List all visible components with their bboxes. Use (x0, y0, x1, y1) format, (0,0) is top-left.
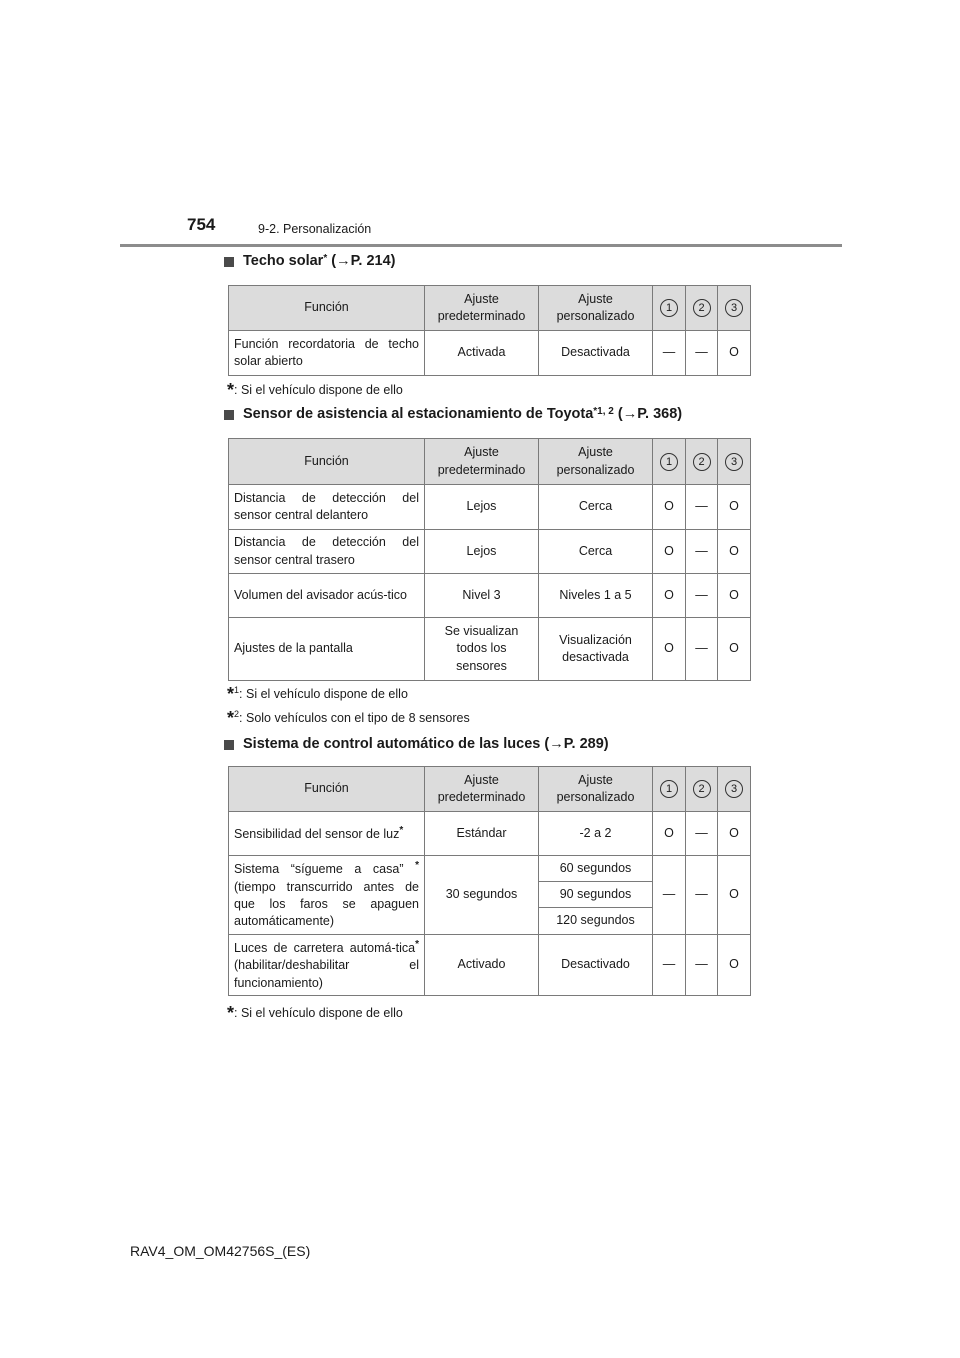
cell-predeterminado: Estándar (425, 812, 539, 856)
table-row (229, 856, 751, 882)
footnote-text: : Si el vehículo dispone de ello (239, 687, 408, 701)
cell-c1: O (653, 574, 686, 618)
table-header-row (229, 439, 751, 485)
cell-c3: O (718, 485, 751, 530)
table-techo-solar (228, 285, 751, 376)
col-3 (718, 439, 751, 485)
footnote-text: : Si el vehículo dispone de ello (234, 1006, 403, 1020)
footnote-number: 1 (234, 684, 240, 695)
cell-c3: O (718, 935, 751, 996)
cell-c1: — (653, 331, 686, 376)
square-bullet-icon (224, 257, 234, 267)
col-ajuste-personalizado: Ajuste personalizado (539, 439, 653, 485)
cell-funcion-text: Sensibilidad del sensor de luz (234, 826, 400, 841)
cell-c1: O (653, 530, 686, 574)
cell-funcion: Volumen del avisador acús-tico (229, 574, 425, 618)
table-header-row (229, 286, 751, 331)
cell-personalizado-option: 90 segundos (539, 882, 653, 908)
footnote-text: : Si el vehículo dispone de ello (234, 383, 403, 397)
cell-predeterminado: Lejos (425, 485, 539, 530)
footnote-luces (227, 1003, 403, 1024)
heading-ref: (→P. 368) (617, 406, 683, 422)
footnote-mark: * (227, 380, 235, 400)
cell-predeterminado: Lejos (425, 530, 539, 574)
cell-predeterminado: Activado (425, 935, 539, 996)
table-row (229, 935, 751, 996)
heading-control-luces (224, 736, 609, 752)
col-funcion: Función (229, 286, 425, 331)
col-3 (718, 767, 751, 812)
cell-personalizado: Desactivada (539, 331, 653, 376)
footnote-number: 2 (234, 708, 240, 719)
footnote-mark: * (415, 860, 419, 872)
circled-number-1: 1 (660, 299, 678, 317)
cell-c1: O (653, 485, 686, 530)
cell-funcion-detail: (habilitar/deshabilitar el funcionamiento) (234, 958, 419, 990)
cell-c2: — (686, 331, 718, 376)
cell-predeterminado: Activada (425, 331, 539, 376)
cell-c2: — (686, 485, 718, 530)
cell-c2: — (686, 618, 718, 681)
cell-personalizado: Visualización desactivada (539, 618, 653, 681)
cell-personalizado-option: 120 segundos (539, 908, 653, 935)
col-1 (653, 767, 686, 812)
footnote-sensor-2 (227, 708, 470, 729)
cell-c1: — (653, 856, 686, 935)
footnote-mark: * (399, 824, 404, 836)
circled-number-2: 2 (693, 453, 711, 471)
section-label: 9-2. Personalización (258, 222, 372, 236)
col-ajuste-predeterminado: Ajuste predeterminado (425, 286, 539, 331)
col-3 (718, 286, 751, 331)
table-control-luces (228, 766, 751, 996)
cell-funcion (229, 856, 425, 935)
cell-c2: — (686, 935, 718, 996)
table-row (229, 485, 751, 530)
cell-c2: — (686, 574, 718, 618)
table-header-row (229, 767, 751, 812)
col-ajuste-personalizado: Ajuste personalizado (539, 767, 653, 812)
cell-personalizado: Niveles 1 a 5 (539, 574, 653, 618)
square-bullet-icon (224, 740, 234, 750)
circled-number-3: 3 (725, 299, 743, 317)
cell-personalizado: Cerca (539, 530, 653, 574)
cell-c3: O (718, 331, 751, 376)
circled-number-3: 3 (725, 453, 743, 471)
square-bullet-icon (224, 410, 234, 420)
heading-sensor-asistencia (224, 406, 682, 422)
page-number: 754 (187, 215, 216, 234)
footnote-text: : Solo vehículos con el tipo de 8 sensores (239, 711, 470, 725)
cell-predeterminado: Nivel 3 (425, 574, 539, 618)
cell-predeterminado: Se visualizan todos los sensores (425, 618, 539, 681)
cell-funcion: Función recordatoria de techo solar abierto (229, 331, 425, 376)
col-ajuste-predeterminado: Ajuste predeterminado (425, 767, 539, 812)
cell-funcion: Distancia de detección del sensor central trasero (229, 530, 425, 574)
cell-predeterminado: 30 segundos (425, 856, 539, 935)
heading-ref: (→P. 289) (544, 736, 609, 752)
table-row (229, 574, 751, 618)
document-code: RAV4_OM_OM42756S_(ES) (130, 1243, 311, 1259)
cell-c1: O (653, 812, 686, 856)
cell-personalizado: -2 a 2 (539, 812, 653, 856)
table-row (229, 618, 751, 681)
cell-personalizado: Desactivado (539, 935, 653, 996)
circled-number-1: 1 (660, 780, 678, 798)
col-funcion: Función (229, 767, 425, 812)
footnote-mark: * (415, 939, 419, 951)
header-rule (120, 244, 842, 247)
table-row (229, 812, 751, 856)
circled-number-2: 2 (693, 780, 711, 798)
table-sensor-asistencia (228, 438, 751, 681)
circled-number-3: 3 (725, 780, 743, 798)
col-2 (686, 767, 718, 812)
table-row (229, 530, 751, 574)
cell-funcion: Distancia de detección del sensor central delantero (229, 485, 425, 530)
col-ajuste-predeterminado: Ajuste predeterminado (425, 439, 539, 485)
col-ajuste-personalizado: Ajuste personalizado (539, 286, 653, 331)
footnote-mark: * (227, 684, 235, 704)
cell-funcion-detail: (tiempo transcurrido antes de que los faros se apaguen automáticamente) (234, 879, 419, 929)
cell-c2: — (686, 812, 718, 856)
heading-ref: (→P. 214) (331, 253, 396, 269)
cell-c3: O (718, 812, 751, 856)
cell-personalizado-option: 60 segundos (539, 856, 653, 882)
table-row (229, 331, 751, 376)
circled-number-1: 1 (660, 453, 678, 471)
footnote-sensor-1 (227, 684, 408, 705)
cell-c3: O (718, 618, 751, 681)
cell-c1: O (653, 618, 686, 681)
circled-number-2: 2 (693, 299, 711, 317)
cell-c3: O (718, 530, 751, 574)
heading-techo-solar (224, 253, 395, 269)
col-1 (653, 439, 686, 485)
cell-c2: — (686, 856, 718, 935)
heading-title: Sensor de asistencia al estacionamiento de Toyota (243, 406, 594, 422)
col-1 (653, 286, 686, 331)
cell-personalizado: Cerca (539, 485, 653, 530)
cell-funcion: Ajustes de la pantalla (229, 618, 425, 681)
heading-mark: *1, 2 (593, 406, 614, 417)
cell-c1: — (653, 935, 686, 996)
footnote-mark: * (227, 1003, 235, 1023)
col-2 (686, 439, 718, 485)
cell-funcion (229, 935, 425, 996)
cell-c2: — (686, 530, 718, 574)
heading-mark: * (323, 253, 328, 264)
cell-c3: O (718, 574, 751, 618)
heading-title: Sistema de control automático de las luces (243, 736, 541, 752)
cell-c3: O (718, 856, 751, 935)
col-2 (686, 286, 718, 331)
cell-funcion-text: Sistema “sígueme a casa” (234, 862, 404, 877)
col-funcion: Función (229, 439, 425, 485)
cell-funcion-text: Luces de carretera automá-tica (234, 941, 416, 956)
footnote-mark: * (227, 708, 235, 728)
footnote-techo (227, 380, 403, 401)
heading-title: Techo solar (243, 253, 324, 269)
cell-funcion (229, 812, 425, 856)
